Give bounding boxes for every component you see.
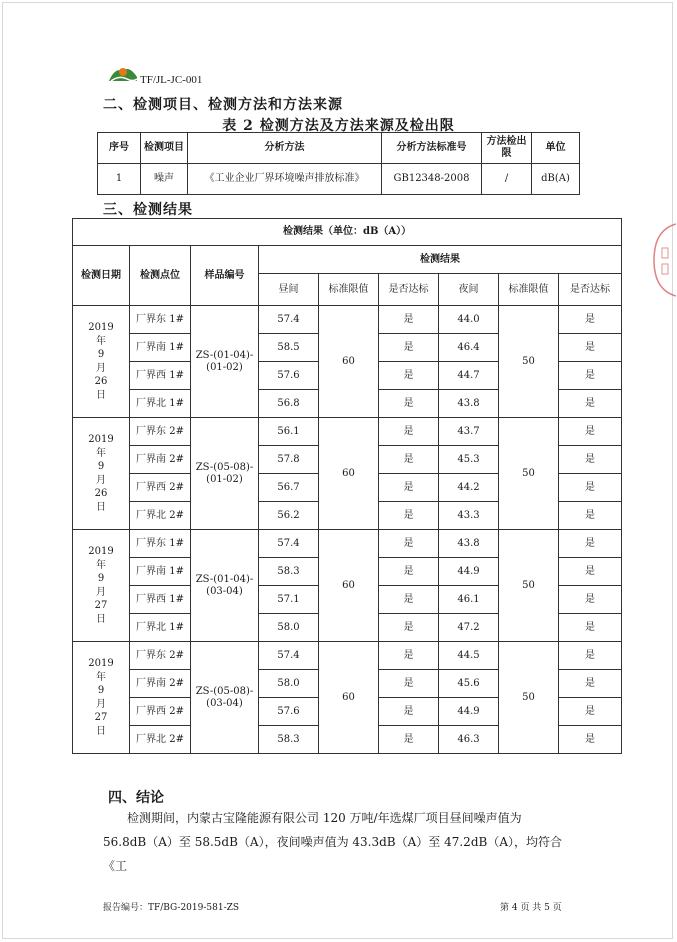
method-table bbox=[97, 132, 580, 195]
date-part: 27 bbox=[94, 712, 108, 723]
night-ok-cell: 是 bbox=[559, 642, 622, 670]
date-part: 2019 bbox=[88, 658, 114, 669]
point-cell: 厂界北 2# bbox=[130, 726, 191, 754]
day-ok-cell: 是 bbox=[379, 670, 439, 698]
cell-standard: GB12348-2008 bbox=[382, 164, 482, 195]
night-value-cell: 43.7 bbox=[439, 418, 499, 446]
cell-index: 1 bbox=[98, 164, 141, 195]
night-value-cell: 43.8 bbox=[439, 390, 499, 418]
night-value-cell: 46.1 bbox=[439, 586, 499, 614]
conclusion-line-1: 检测期间，内蒙古宝隆能源有限公司 120 万吨/年选煤厂项目昼间噪声值为 bbox=[127, 811, 522, 825]
point-cell: 厂界南 2# bbox=[130, 670, 191, 698]
night-ok-cell: 是 bbox=[559, 614, 622, 642]
header-point: 检测点位 bbox=[130, 246, 191, 306]
night-value-cell: 43.8 bbox=[439, 530, 499, 558]
point-cell: 厂界东 1# bbox=[130, 530, 191, 558]
header-date: 检测日期 bbox=[73, 246, 130, 306]
results-merged-title: 检测结果（单位：dB（A）） bbox=[73, 219, 622, 246]
day-ok-cell: 是 bbox=[379, 418, 439, 446]
night-ok-cell: 是 bbox=[559, 530, 622, 558]
date-part: 2019 bbox=[88, 322, 114, 333]
table-row bbox=[73, 306, 622, 334]
point-cell: 厂界北 1# bbox=[130, 614, 191, 642]
sample-cell: ZS-(05-08)-(03-04) bbox=[191, 642, 259, 754]
header-night-ok: 是否达标 bbox=[559, 274, 622, 306]
day-value-cell: 58.3 bbox=[259, 726, 319, 754]
header-night: 夜间 bbox=[439, 274, 499, 306]
day-value-cell: 58.0 bbox=[259, 670, 319, 698]
night-limit-cell: 50 bbox=[499, 306, 559, 418]
night-ok-cell: 是 bbox=[559, 306, 622, 334]
point-cell: 厂界东 1# bbox=[130, 306, 191, 334]
date-part: 年 bbox=[96, 335, 106, 347]
night-value-cell: 44.0 bbox=[439, 306, 499, 334]
day-limit-cell: 60 bbox=[319, 418, 379, 530]
header-detection-limit: 方法检出限 bbox=[482, 133, 532, 164]
night-value-cell: 45.3 bbox=[439, 446, 499, 474]
night-value-cell: 44.5 bbox=[439, 642, 499, 670]
night-value-cell: 43.3 bbox=[439, 502, 499, 530]
date-cell bbox=[73, 306, 130, 418]
date-part: 年 bbox=[96, 447, 106, 459]
day-ok-cell: 是 bbox=[379, 726, 439, 754]
day-ok-cell: 是 bbox=[379, 362, 439, 390]
point-cell: 厂界南 1# bbox=[130, 334, 191, 362]
night-ok-cell: 是 bbox=[559, 362, 622, 390]
header-day-limit: 标准限值 bbox=[319, 274, 379, 306]
point-cell: 厂界东 2# bbox=[130, 418, 191, 446]
date-part: 月 bbox=[96, 586, 106, 598]
point-cell: 厂界西 2# bbox=[130, 698, 191, 726]
results-title-row bbox=[73, 219, 622, 246]
night-limit-cell: 50 bbox=[499, 530, 559, 642]
day-value-cell: 58.5 bbox=[259, 334, 319, 362]
night-ok-cell: 是 bbox=[559, 698, 622, 726]
date-cell bbox=[73, 642, 130, 754]
date-part: 9 bbox=[97, 685, 105, 696]
day-value-cell: 57.6 bbox=[259, 362, 319, 390]
day-value-cell: 56.1 bbox=[259, 418, 319, 446]
table-2-title: 表 2 检测方法及方法来源及检出限 bbox=[222, 118, 455, 134]
table-row bbox=[73, 642, 622, 670]
night-limit-cell: 50 bbox=[499, 418, 559, 530]
night-ok-cell: 是 bbox=[559, 418, 622, 446]
day-limit-cell: 60 bbox=[319, 642, 379, 754]
night-ok-cell: 是 bbox=[559, 726, 622, 754]
sample-cell: ZS-(01-04)-(01-02) bbox=[191, 306, 259, 418]
date-part: 26 bbox=[94, 488, 108, 499]
day-ok-cell: 是 bbox=[379, 474, 439, 502]
header-day: 昼间 bbox=[259, 274, 319, 306]
section-3-title: 三、检测结果 bbox=[103, 202, 193, 218]
company-logo-icon bbox=[107, 63, 139, 85]
seal-stamp-icon bbox=[648, 220, 676, 300]
date-part: 26 bbox=[94, 376, 108, 387]
date-part: 日 bbox=[96, 501, 106, 513]
night-value-cell: 44.9 bbox=[439, 698, 499, 726]
day-value-cell: 57.8 bbox=[259, 446, 319, 474]
date-part: 日 bbox=[96, 613, 106, 625]
date-part: 月 bbox=[96, 698, 106, 710]
day-ok-cell: 是 bbox=[379, 334, 439, 362]
day-value-cell: 56.8 bbox=[259, 390, 319, 418]
header-results: 检测结果 bbox=[259, 246, 622, 274]
header-standard: 分析方法标准号 bbox=[382, 133, 482, 164]
point-cell: 厂界南 1# bbox=[130, 558, 191, 586]
day-value-cell: 58.0 bbox=[259, 614, 319, 642]
header-item: 检测项目 bbox=[141, 133, 188, 164]
point-cell: 厂界北 1# bbox=[130, 390, 191, 418]
day-ok-cell: 是 bbox=[379, 586, 439, 614]
date-part: 日 bbox=[96, 389, 106, 401]
table-row bbox=[73, 530, 622, 558]
day-value-cell: 56.7 bbox=[259, 474, 319, 502]
night-value-cell: 44.9 bbox=[439, 558, 499, 586]
night-value-cell: 47.2 bbox=[439, 614, 499, 642]
day-ok-cell: 是 bbox=[379, 614, 439, 642]
night-ok-cell: 是 bbox=[559, 474, 622, 502]
cell-item: 噪声 bbox=[141, 164, 188, 195]
header-sample: 样品编号 bbox=[191, 246, 259, 306]
date-part: 年 bbox=[96, 559, 106, 571]
day-value-cell: 57.4 bbox=[259, 306, 319, 334]
point-cell: 厂界西 1# bbox=[130, 362, 191, 390]
header-night-limit: 标准限值 bbox=[499, 274, 559, 306]
date-part: 27 bbox=[94, 600, 108, 611]
day-ok-cell: 是 bbox=[379, 306, 439, 334]
day-value-cell: 57.4 bbox=[259, 642, 319, 670]
night-ok-cell: 是 bbox=[559, 446, 622, 474]
section-2-title: 二、检测项目、检测方法和方法来源 bbox=[103, 97, 343, 113]
method-table-row bbox=[98, 164, 580, 195]
header-day-ok: 是否达标 bbox=[379, 274, 439, 306]
date-part: 年 bbox=[96, 671, 106, 683]
day-value-cell: 57.6 bbox=[259, 698, 319, 726]
day-value-cell: 58.3 bbox=[259, 558, 319, 586]
night-value-cell: 46.4 bbox=[439, 334, 499, 362]
day-ok-cell: 是 bbox=[379, 698, 439, 726]
cell-method: 《工业企业厂界环境噪声排放标准》 bbox=[188, 164, 382, 195]
report-number: 报告编号：TF/BG-2019-581-ZS bbox=[103, 903, 240, 913]
day-value-cell: 57.1 bbox=[259, 586, 319, 614]
day-ok-cell: 是 bbox=[379, 642, 439, 670]
point-cell: 厂界北 2# bbox=[130, 502, 191, 530]
point-cell: 厂界南 2# bbox=[130, 446, 191, 474]
day-ok-cell: 是 bbox=[379, 558, 439, 586]
point-cell: 厂界西 2# bbox=[130, 474, 191, 502]
cell-unit: dB(A) bbox=[532, 164, 580, 195]
night-value-cell: 44.7 bbox=[439, 362, 499, 390]
sample-cell: ZS-(01-04)-(03-04) bbox=[191, 530, 259, 642]
day-value-cell: 57.4 bbox=[259, 530, 319, 558]
sample-cell: ZS-(05-08)-(01-02) bbox=[191, 418, 259, 530]
day-ok-cell: 是 bbox=[379, 390, 439, 418]
point-cell: 厂界西 1# bbox=[130, 586, 191, 614]
night-ok-cell: 是 bbox=[559, 390, 622, 418]
date-part: 2019 bbox=[88, 546, 114, 557]
header-unit: 单位 bbox=[532, 133, 580, 164]
night-value-cell: 45.6 bbox=[439, 670, 499, 698]
night-ok-cell: 是 bbox=[559, 502, 622, 530]
date-cell bbox=[73, 418, 130, 530]
day-value-cell: 56.2 bbox=[259, 502, 319, 530]
night-ok-cell: 是 bbox=[559, 334, 622, 362]
method-table-header-row bbox=[98, 133, 580, 164]
day-limit-cell: 60 bbox=[319, 306, 379, 418]
day-limit-cell: 60 bbox=[319, 530, 379, 642]
results-table bbox=[72, 218, 622, 754]
date-part: 月 bbox=[96, 362, 106, 374]
cell-detection-limit: / bbox=[482, 164, 532, 195]
date-cell bbox=[73, 530, 130, 642]
night-ok-cell: 是 bbox=[559, 670, 622, 698]
day-ok-cell: 是 bbox=[379, 502, 439, 530]
night-ok-cell: 是 bbox=[559, 558, 622, 586]
night-value-cell: 44.2 bbox=[439, 474, 499, 502]
table-row bbox=[73, 418, 622, 446]
point-cell: 厂界东 2# bbox=[130, 642, 191, 670]
night-ok-cell: 是 bbox=[559, 586, 622, 614]
night-value-cell: 46.3 bbox=[439, 726, 499, 754]
header-method: 分析方法 bbox=[188, 133, 382, 164]
conclusion-line-2: 56.8dB（A）至 58.5dB（A），夜间噪声值为 43.3dB（A）至 47.2dB（A），均符合《工 bbox=[103, 835, 562, 873]
results-header-row-1 bbox=[73, 246, 622, 274]
header-index: 序号 bbox=[98, 133, 141, 164]
date-part: 2019 bbox=[88, 434, 114, 445]
day-ok-cell: 是 bbox=[379, 530, 439, 558]
date-part: 9 bbox=[97, 461, 105, 472]
date-part: 日 bbox=[96, 725, 106, 737]
date-part: 月 bbox=[96, 474, 106, 486]
day-ok-cell: 是 bbox=[379, 446, 439, 474]
date-part: 9 bbox=[97, 349, 105, 360]
doc-code: TF/JL-JC-001 bbox=[140, 74, 203, 86]
night-limit-cell: 50 bbox=[499, 642, 559, 754]
date-part: 9 bbox=[97, 573, 105, 584]
section-4-title: 四、结论 bbox=[108, 790, 164, 806]
page-number: 第 4 页 共 5 页 bbox=[500, 903, 562, 913]
